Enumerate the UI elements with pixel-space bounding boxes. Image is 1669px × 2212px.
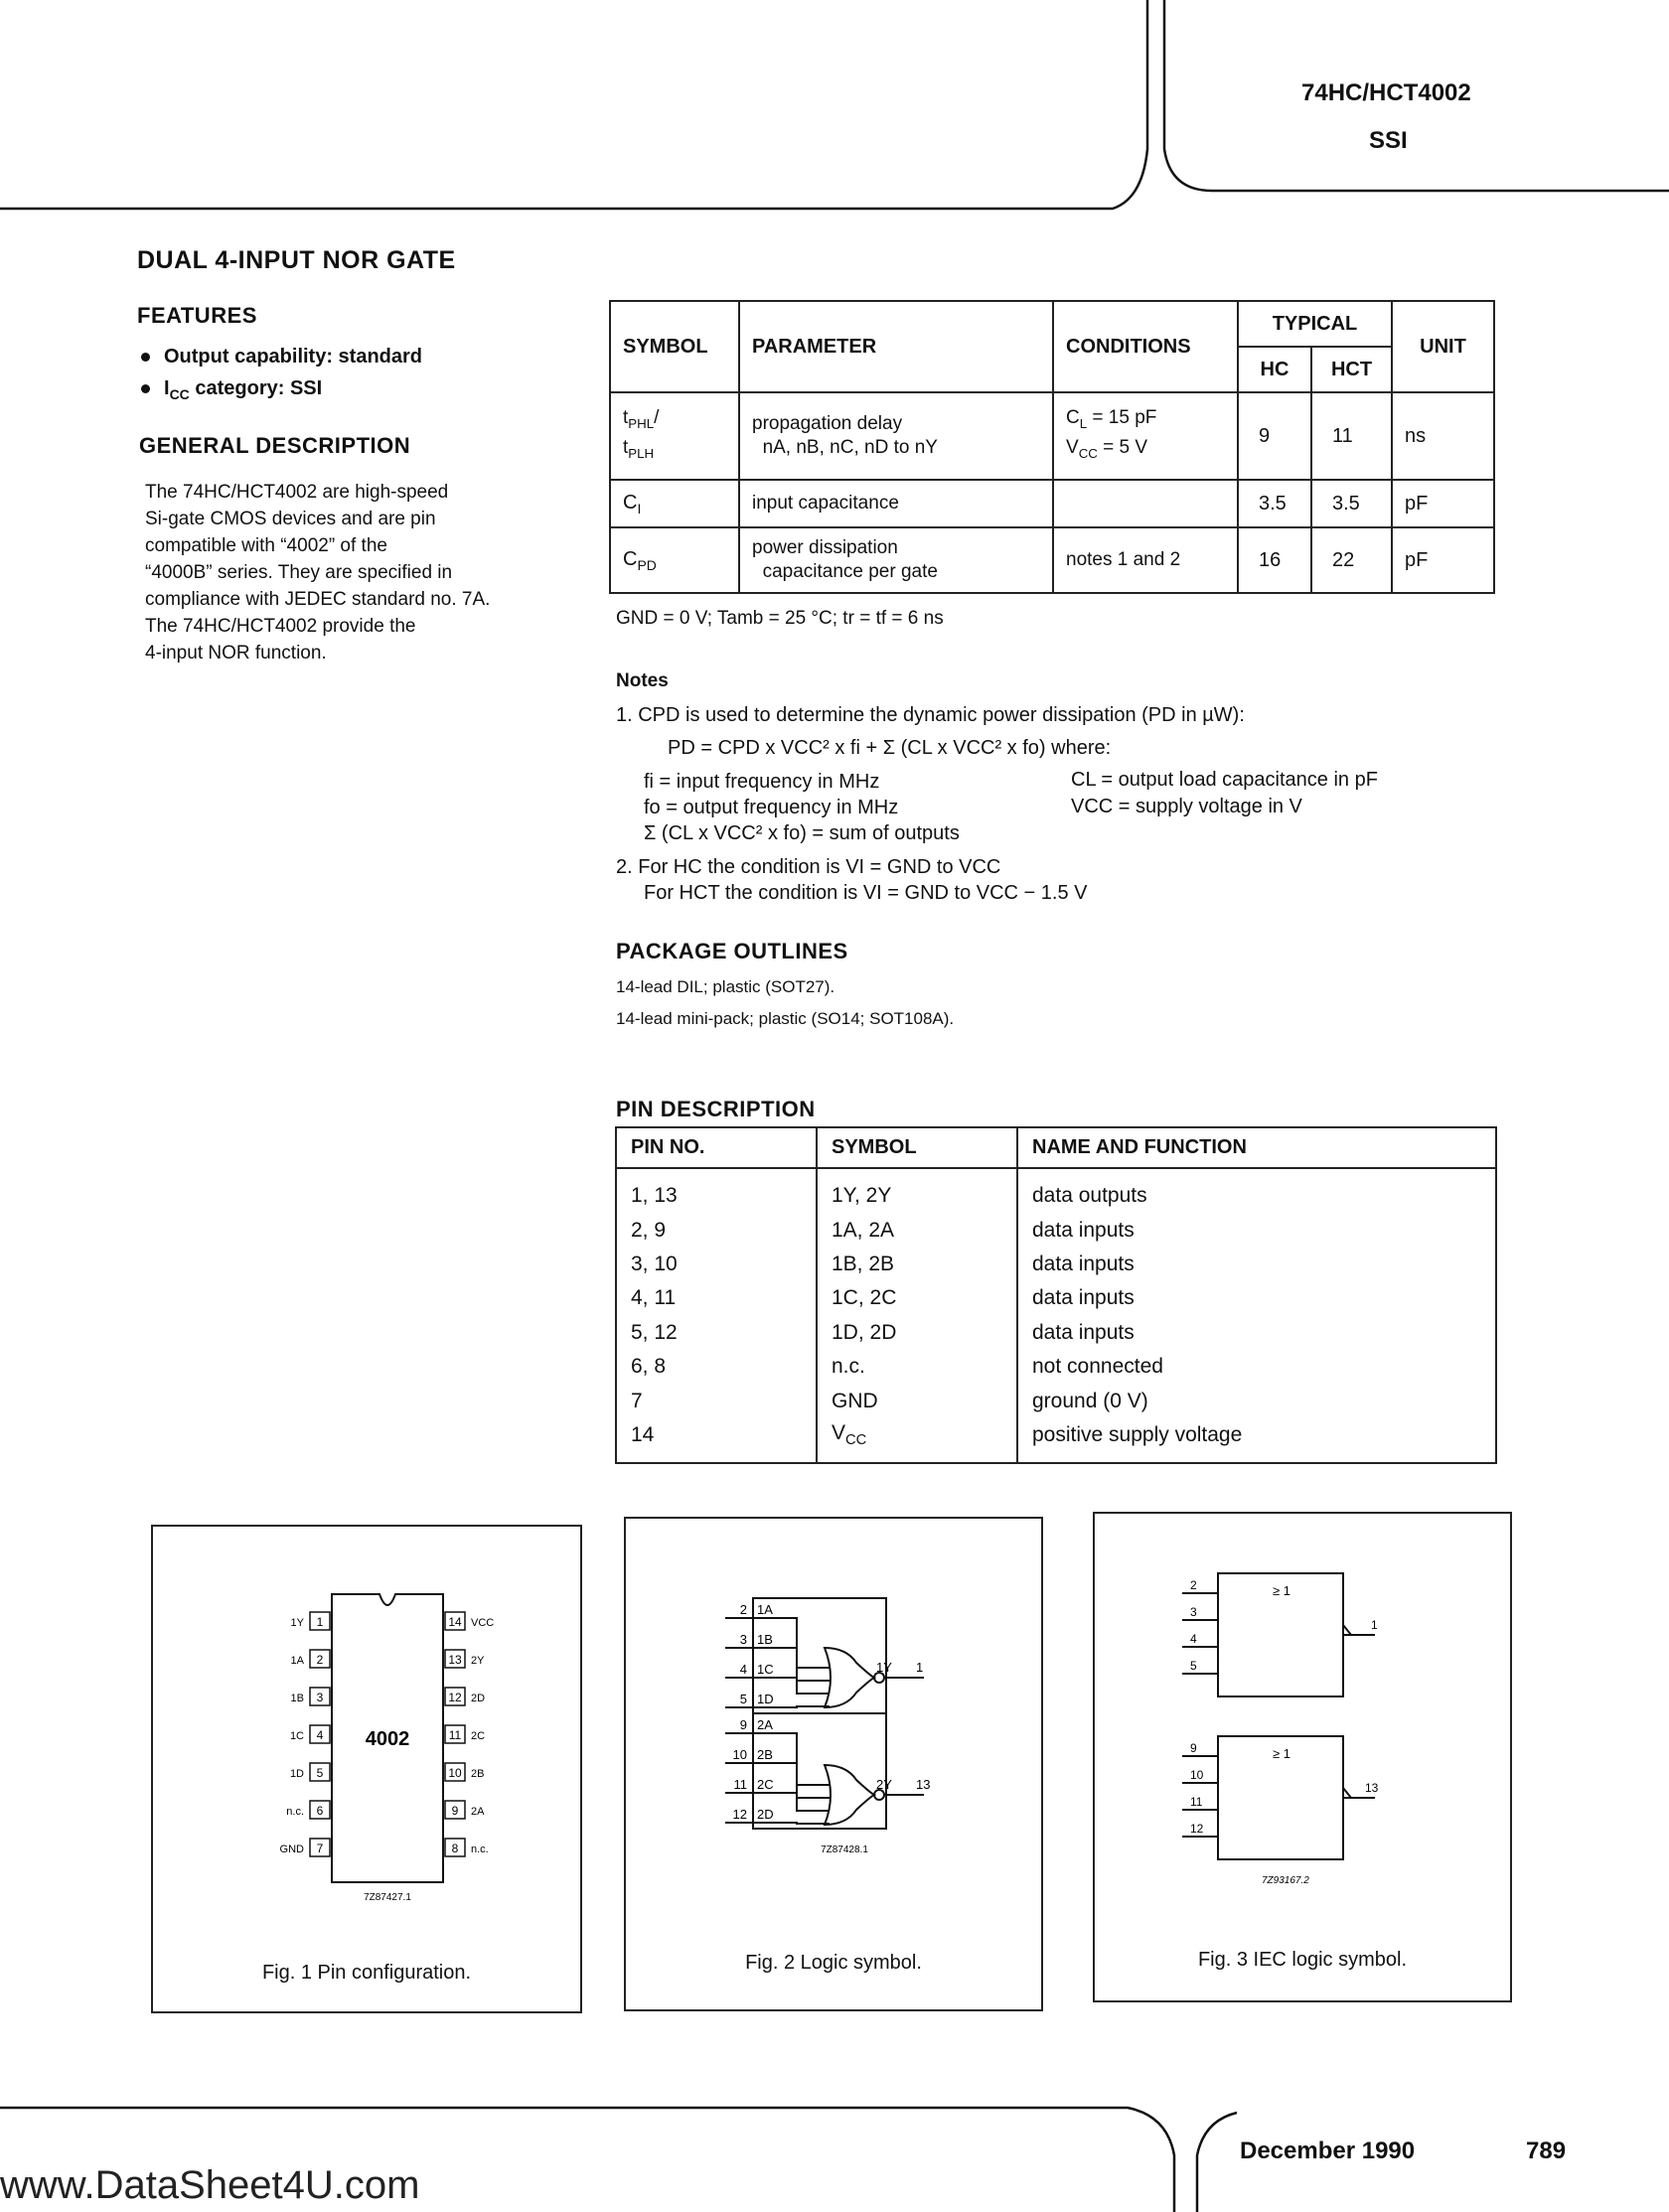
pin-number: 11 [1190,1795,1203,1809]
pin-label: 1Y [290,1617,304,1629]
col-header-symbol: SYMBOL [610,301,739,392]
footer-date: December 1990 [1240,2138,1416,2164]
cell-hc: 9 [1238,392,1311,480]
figure-caption: Fig. 1 Pin configuration. [261,1962,472,1984]
table-row: 6, 8 n.c. not connected [616,1350,1496,1384]
cell-symbol: $t_{PHL}/$ $t_{PLH}$ [610,392,739,480]
pin-number: 4 [316,1728,324,1742]
vcc-symbol: $V_{CC}$ [817,1418,1017,1463]
pin-label: 1B [757,1632,773,1647]
figure-code: 7Z87428.1 [821,1844,868,1855]
pin-label: 2B [471,1768,485,1780]
cell-hc: 16 [1238,527,1311,593]
table-row [610,527,1494,593]
table-row [610,392,1494,480]
cell-parameter: propagation delay nA, nB, nC, nD to nY [739,392,1053,480]
cell-hct: 22 [1311,527,1392,593]
pin-label: n.c. [471,1843,489,1855]
feature-item: Output capability: standard [141,346,422,369]
table-row: 3, 10 1B, 2B data inputs [616,1248,1496,1281]
pin-label: 2C [757,1777,774,1792]
pin-label: 2D [757,1807,774,1822]
pin-number: 3 [739,1632,747,1647]
bullet-icon [141,384,150,393]
characteristics-table [609,300,1495,594]
table-row [610,480,1494,527]
pin-number: 12 [732,1807,747,1822]
pin-number: 9 [1190,1741,1197,1755]
col-header-hct: HCT [1311,347,1392,392]
package-line: 14-lead DIL; plastic (SOT27). [616,977,835,996]
cell-conditions: notes 1 and 2 [1053,527,1238,593]
output-pin: 1 [916,1660,924,1675]
note-2-hc: 2. For HC the condition is VI = GND to VCC [616,856,1001,878]
pin-number: 3 [1190,1605,1197,1619]
figure-caption: Fig. 2 Logic symbol. [745,1952,922,1974]
pin-number: 7 [316,1842,324,1855]
pin-label: 1D [757,1692,774,1706]
cell-hct: 3.5 [1311,480,1392,527]
pin-description-heading: PIN DESCRIPTION [616,1097,816,1121]
watermark-url: www.DataSheet4U.com [0,2163,420,2207]
note-1: 1. CPD is used to determine the dynamic power dissipation (PD in µW): [616,704,1245,726]
pin-label: 2Y [471,1655,485,1667]
notes-heading: Notes [616,670,669,691]
pin-label: 2A [757,1717,773,1732]
gate-wire [753,1823,830,1824]
col-header-function: NAME AND FUNCTION [1017,1127,1496,1168]
output-label: 1Y [876,1660,892,1675]
pin-label: n.c. [286,1806,304,1818]
table-row: 5, 12 1D, 2D data inputs [616,1316,1496,1350]
table-row: 14 $V_{CC}$ positive supply voltage [616,1418,1496,1463]
part-number: 74HC/HCT4002 [1301,79,1471,106]
cell-unit: pF [1392,480,1494,527]
cell-hct: 11 [1311,392,1392,480]
page-number: 789 [1526,2138,1567,2164]
figure-pin-configuration [151,1525,582,2013]
bullet-icon [141,353,150,362]
cell-conditions [1053,480,1238,527]
cell-unit: pF [1392,527,1494,593]
note-1-formula: PD = CPD x VCC² x fi + Σ (CL x VCC² x fo) where: [668,737,1112,759]
col-header-pin: PIN NO. [616,1127,817,1168]
pin-number: 11 [448,1728,462,1742]
pin-label: 2D [471,1693,486,1704]
pin-number: 5 [739,1692,747,1706]
pin-number: 4 [739,1662,747,1677]
pin-label: VCC [471,1617,495,1629]
iec-logic-symbol-diagram [1095,1514,1510,1931]
col-header-parameter: PARAMETER [739,301,1053,392]
pin-number: 12 [448,1691,462,1704]
col-header-typical: TYPICAL [1238,301,1392,347]
pin-number: 4 [1190,1632,1197,1646]
feature-item: $I_{CC}$ category: SSI [141,377,322,402]
qualifier-label: ≥ 1 [1273,1746,1290,1761]
category-label: SSI [1369,127,1408,154]
pin-label: 1C [289,1730,304,1742]
note-1-vcc: VCC = supply voltage in V [1071,796,1302,817]
pin-number: 9 [451,1804,459,1818]
cell-hc: 3.5 [1238,480,1311,527]
qualifier-label: ≥ 1 [1273,1583,1290,1598]
col-header-unit: UNIT [1392,301,1494,392]
gate-wire [753,1706,830,1707]
cell-parameter: power dissipation capacitance per gate [739,527,1053,593]
pin-label: 1C [757,1662,774,1677]
chip-label: 4002 [365,1728,410,1750]
pin-number: 13 [448,1653,462,1667]
note-1-fi: fi = input frequency in MHz [644,771,880,793]
note-1-fo: fo = output frequency in MHz [644,797,899,818]
pin-number: 2 [1190,1578,1197,1592]
pin-label: 1A [757,1602,773,1617]
pin-configuration-diagram [153,1527,580,1924]
pin-number: 10 [1190,1768,1204,1782]
figure-iec-logic-symbol [1093,1512,1512,2002]
general-description-para: The 74HC/HCT4002 are high-speed Si-gate CMOS devices and are pin compatible with “4002” of the “4000B” series. They are specified in compliance with JEDEC standard no. 7A. [145,482,491,610]
pin-description-table [615,1126,1497,1464]
pin-number: 5 [316,1766,324,1780]
output-pin: 13 [916,1777,931,1792]
output-label: 2Y [876,1777,892,1792]
cell-conditions: $C_L = 15$ pF $V_{CC} = 5$ V [1053,392,1238,480]
table-row: 7 GND ground (0 V) [616,1384,1496,1417]
col-header-conditions: CONDITIONS [1053,301,1238,392]
note-1-cl: CL = output load capacitance in pF [1071,769,1378,791]
cell-unit: ns [1392,392,1494,480]
pin-number: 8 [451,1842,459,1855]
pin-number: 2 [739,1602,747,1617]
pin-number: 10 [448,1766,462,1780]
pin-label: 1D [289,1768,304,1780]
logic-symbol-diagram [626,1519,1041,1936]
pin-number: 14 [448,1615,462,1629]
pin-label: 1B [290,1693,304,1704]
table-row: 2, 9 1A, 2A data inputs [616,1213,1496,1247]
pin-label: 2B [757,1747,773,1762]
pin-number: 10 [732,1747,747,1762]
pin-label: 1A [290,1655,304,1667]
output-pin-label: 13 [1365,1781,1379,1795]
table-row: 4, 11 1C, 2C data inputs [616,1281,1496,1315]
general-description [145,479,582,666]
table-footnote: GND = 0 V; Tamb = 25 °C; tr = tf = 6 ns [616,608,944,629]
cell-symbol: $C_{PD}$ [610,527,739,593]
pin-label: 2A [471,1806,485,1818]
cell-symbol: $C_I$ [610,480,739,527]
note-2-hct: For HCT the condition is VI = GND to VCC − 1.5 V [644,882,1088,904]
cell-parameter: input capacitance [739,480,1053,527]
pin-number: 3 [316,1691,324,1704]
features-heading: FEATURES [137,303,257,328]
general-description-para: The 74HC/HCT4002 provide the 4-input NOR function. [145,616,416,664]
note-1-sum: Σ (CL x VCC² x fo) = sum of outputs [644,822,960,844]
pin-number: 9 [739,1717,747,1732]
pin-number: 11 [733,1777,747,1792]
pin-number: 6 [316,1804,324,1818]
figure-logic-symbol [624,1517,1043,2011]
figure-caption: Fig. 3 IEC logic symbol. [1197,1949,1408,1971]
package-line: 14-lead mini-pack; plastic (SO14; SOT108A). [616,1009,955,1028]
pin-number: 2 [316,1653,324,1667]
pin-number: 12 [1190,1822,1204,1836]
figure-code: 7Z87427.1 [364,1892,411,1903]
col-header-symbol: SYMBOL [817,1127,1017,1168]
package-outlines-heading: PACKAGE OUTLINES [616,939,848,963]
col-header-hc: HC [1238,347,1311,392]
pin-number: 5 [1190,1659,1197,1673]
output-pin-label: 1 [1371,1618,1378,1632]
pin-number: 1 [316,1615,324,1629]
pin-label: 2C [471,1730,486,1742]
pin-label: GND [279,1843,304,1855]
page-title: DUAL 4-INPUT NOR GATE [137,246,456,274]
figure-code: 7Z93167.2 [1262,1875,1309,1886]
table-row: 1, 13 1Y, 2Y data outputs [616,1168,1496,1213]
general-description-heading: GENERAL DESCRIPTION [139,433,411,458]
